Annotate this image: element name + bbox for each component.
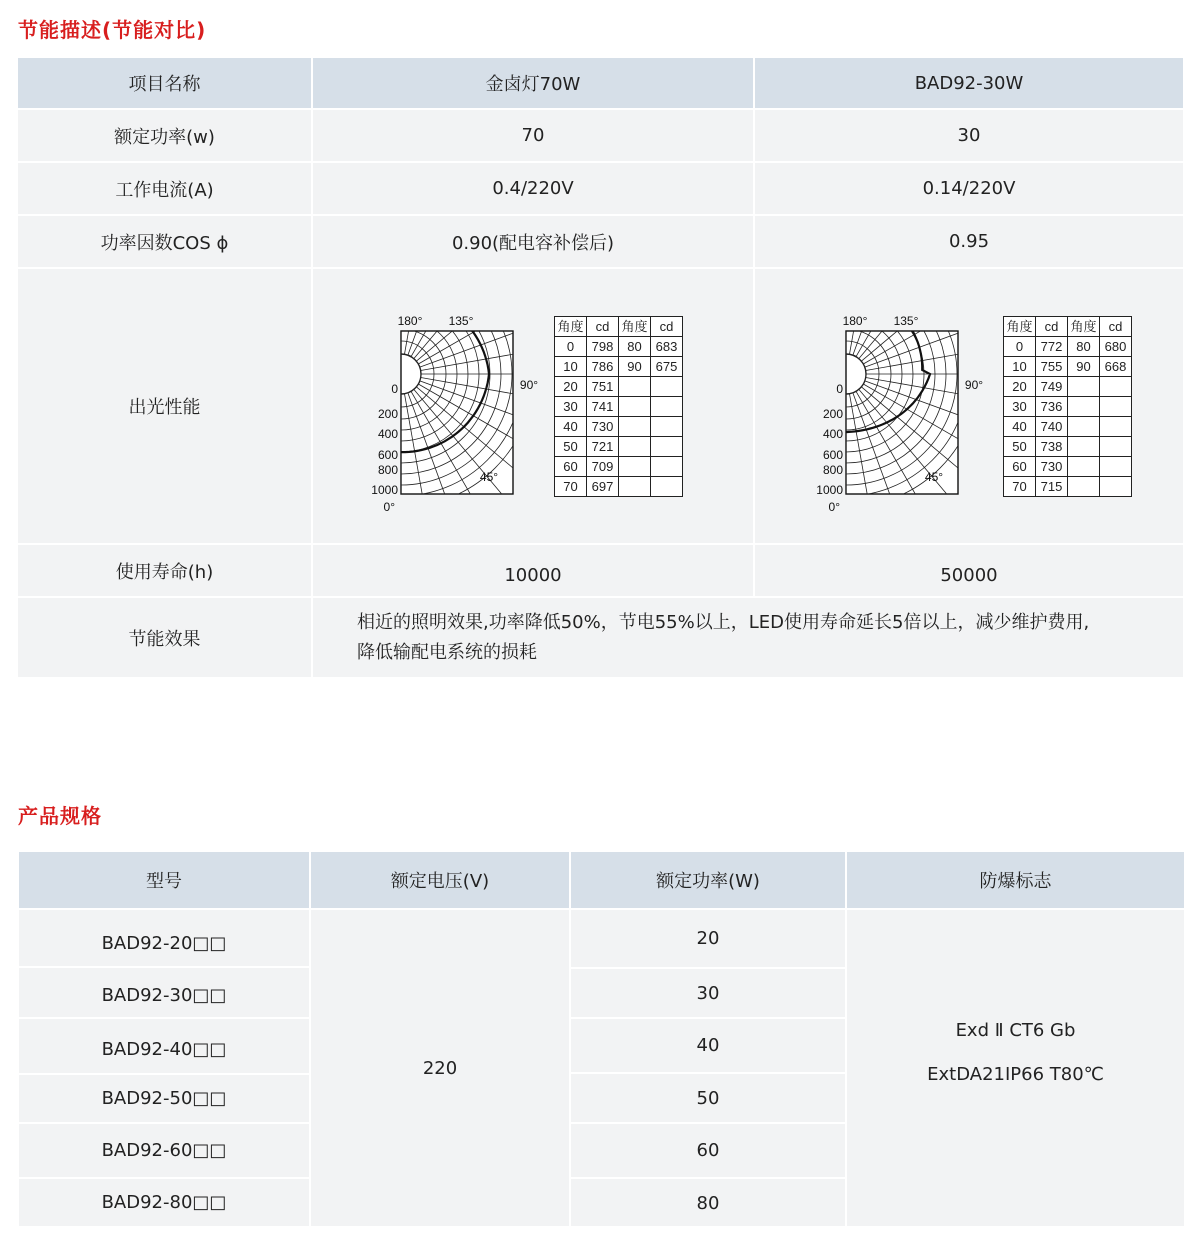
lum-table-a-cell — [619, 437, 651, 457]
lum-table-a-cell: 90 — [619, 357, 651, 377]
lum-table-a-cell: 786 — [587, 357, 619, 377]
lum-table-a-cell: 798 — [587, 337, 619, 357]
polar-label-135: 135° — [893, 314, 919, 328]
lum-table-a-cell — [651, 417, 683, 437]
lum-table-a-cell: 751 — [587, 377, 619, 397]
lum-table-a-cell — [651, 437, 683, 457]
polar-label-90: 90° — [964, 378, 984, 392]
lum-table-b-cell — [1100, 397, 1132, 417]
lum-table-b-cell — [1068, 377, 1100, 397]
lum-table-b-cell — [1100, 437, 1132, 457]
cell-current-a: 0.4/220V — [313, 163, 753, 214]
lum-table-a-cell: 30 — [555, 397, 587, 417]
model-cell: BAD92-30□□ — [19, 968, 309, 1017]
cell-pf-b: 0.95 — [755, 216, 1183, 267]
lum-table-b-cell — [1100, 377, 1132, 397]
row-label-effect: 节能效果 — [18, 598, 311, 677]
ex-mark-line-2: ExtDA21IP66 T80℃ — [927, 1064, 1104, 1085]
polar-label-0deg: 0° — [828, 500, 840, 514]
photometric-a — [367, 311, 747, 521]
lum-table-a-cell — [651, 397, 683, 417]
lum-table-a-row — [555, 477, 683, 497]
lum-table-b-row — [1004, 357, 1132, 377]
model-cell: BAD92-20□□ — [19, 910, 309, 966]
polar-label-r200: 200 — [822, 407, 843, 421]
lum-table-a-cell: cd — [587, 317, 619, 337]
lum-table-a-cell: 40 — [555, 417, 587, 437]
lum-table-a-row — [555, 357, 683, 377]
row-label-power: 额定功率(w) — [18, 110, 311, 161]
lum-table-b-cell: 10 — [1004, 357, 1036, 377]
lum-table-b-cell — [1100, 417, 1132, 437]
lum-table-a-row — [555, 457, 683, 477]
lum-table-b-cell: 20 — [1004, 377, 1036, 397]
polar-diagram-a — [367, 311, 542, 521]
lum-table-b-row — [1004, 437, 1132, 457]
lum-table-a-cell — [619, 457, 651, 477]
polar-label-r600: 600 — [822, 448, 843, 462]
lum-table-a-cell: 角度 — [555, 317, 587, 337]
ex-mark-cell — [847, 910, 1184, 1226]
lum-table-a-cell — [651, 477, 683, 497]
lum-table-b-row — [1004, 377, 1132, 397]
lum-table-b-row — [1004, 457, 1132, 477]
polar-label-r600: 600 — [377, 448, 398, 462]
lum-table-b-cell: 740 — [1036, 417, 1068, 437]
lum-table-b-cell: 736 — [1036, 397, 1068, 417]
header-bad92: BAD92-30W — [755, 58, 1183, 108]
lum-table-a-cell: 741 — [587, 397, 619, 417]
header-model: 型号 — [19, 852, 309, 908]
lum-table-b-cell: cd — [1036, 317, 1068, 337]
lum-table-a-cell: cd — [651, 317, 683, 337]
lum-table-b-cell: 772 — [1036, 337, 1068, 357]
lum-table-a-header-row — [555, 317, 683, 337]
lum-table-b-cell — [1068, 397, 1100, 417]
power-cell: 20 — [571, 910, 845, 967]
lum-table-b-cell: 715 — [1036, 477, 1068, 497]
lum-table-b-cell — [1100, 477, 1132, 497]
lum-table-a-row — [555, 417, 683, 437]
polar-diagram-b — [812, 311, 987, 521]
polar-label-r1000: 1000 — [816, 483, 843, 497]
power-cell: 60 — [571, 1124, 845, 1177]
lum-table-b-cell: 680 — [1100, 337, 1132, 357]
lum-table-b-cell — [1068, 417, 1100, 437]
lum-table-a-cell — [619, 417, 651, 437]
lum-table-b-cell: 70 — [1004, 477, 1036, 497]
ex-mark-line-1: Exd Ⅱ CT6 Gb — [955, 1020, 1076, 1041]
lum-table-a-cell: 683 — [651, 337, 683, 357]
cell-power-b: 30 — [755, 110, 1183, 161]
lum-table-a-row — [555, 337, 683, 357]
lum-table-a-cell: 721 — [587, 437, 619, 457]
photometric-b — [812, 311, 1192, 521]
lum-table-a-cell: 675 — [651, 357, 683, 377]
lum-table-a-cell — [619, 477, 651, 497]
model-cell: BAD92-50□□ — [19, 1075, 309, 1122]
power-cell: 40 — [571, 1019, 845, 1072]
polar-label-r400: 400 — [377, 427, 398, 441]
lum-table-a-cell: 70 — [555, 477, 587, 497]
cell-light-b — [755, 269, 1183, 543]
header-power: 额定功率(W) — [571, 852, 845, 908]
cell-light-a — [313, 269, 753, 543]
lum-table-b-cell — [1068, 477, 1100, 497]
lum-table-b-row — [1004, 397, 1132, 417]
polar-label-45: 45° — [924, 470, 944, 484]
lum-table-a-cell: 角度 — [619, 317, 651, 337]
lum-table-b-cell: 60 — [1004, 457, 1036, 477]
header-voltage: 额定电压(V) — [311, 852, 569, 908]
lum-table-a-cell: 80 — [619, 337, 651, 357]
lum-table-b-cell: cd — [1100, 317, 1132, 337]
lum-table-b-cell: 角度 — [1004, 317, 1036, 337]
cell-life-b: 50000 — [755, 545, 1183, 596]
lum-table-b-cell: 749 — [1036, 377, 1068, 397]
lum-table-a-row — [555, 377, 683, 397]
lum-table-b-cell — [1100, 457, 1132, 477]
lum-table-b-cell — [1068, 457, 1100, 477]
lum-table-a-cell: 60 — [555, 457, 587, 477]
power-cell: 50 — [571, 1074, 845, 1122]
power-cell: 30 — [571, 969, 845, 1017]
row-label-current: 工作电流(A) — [18, 163, 311, 214]
lum-table-a-cell: 0 — [555, 337, 587, 357]
lum-table-a-cell: 730 — [587, 417, 619, 437]
polar-label-r1000: 1000 — [371, 483, 398, 497]
lum-table-b-cell: 50 — [1004, 437, 1036, 457]
lum-table-a-cell — [651, 377, 683, 397]
section-title-spec: 产品规格 — [18, 804, 102, 828]
polar-label-180: 180° — [397, 314, 423, 328]
cell-current-b: 0.14/220V — [755, 163, 1183, 214]
effect-line-2: 降低输配电系统的损耗 — [357, 641, 537, 663]
lum-table-a-cell — [619, 377, 651, 397]
lum-table-b-header-row — [1004, 317, 1132, 337]
lum-table-b-cell: 40 — [1004, 417, 1036, 437]
row-label-pf: 功率因数COS ϕ — [18, 216, 311, 267]
luminous-table-b — [1003, 316, 1132, 497]
lum-table-a-row — [555, 397, 683, 417]
lum-table-b-cell: 0 — [1004, 337, 1036, 357]
polar-label-r800: 800 — [377, 463, 398, 477]
lum-table-b-cell: 730 — [1036, 457, 1068, 477]
luminous-table-a — [554, 316, 683, 497]
lum-table-b-cell: 30 — [1004, 397, 1036, 417]
model-cell: BAD92-40□□ — [19, 1019, 309, 1073]
polar-label-90: 90° — [519, 378, 539, 392]
lum-table-b-cell: 738 — [1036, 437, 1068, 457]
power-cell: 80 — [571, 1179, 845, 1226]
effect-line-1: 相近的照明效果,功率降低50%，节电55%以上，LED使用寿命延长5倍以上，减少维护费用, — [357, 611, 1090, 633]
polar-label-r800: 800 — [822, 463, 843, 477]
row-label-life: 使用寿命(h) — [18, 545, 311, 596]
polar-label-r200: 200 — [377, 407, 398, 421]
lum-table-b-cell: 90 — [1068, 357, 1100, 377]
header-metal-halide: 金卤灯70W — [313, 58, 753, 108]
cell-life-a: 10000 — [313, 545, 753, 596]
model-cell: BAD92-60□□ — [19, 1124, 309, 1177]
polar-label-0deg: 0° — [383, 500, 395, 514]
lum-table-b-cell: 角度 — [1068, 317, 1100, 337]
header-item-name: 项目名称 — [18, 58, 311, 108]
polar-label-r0: 0 — [391, 382, 398, 396]
lum-table-a-row — [555, 437, 683, 457]
lum-table-a-cell: 20 — [555, 377, 587, 397]
cell-pf-a: 0.90(配电容补偿后) — [313, 216, 753, 267]
section-title-energy: 节能描述(节能对比) — [18, 18, 207, 42]
cell-power-a: 70 — [313, 110, 753, 161]
cell-effect — [313, 598, 1183, 677]
lum-table-b-cell: 755 — [1036, 357, 1068, 377]
model-cell: BAD92-80□□ — [19, 1179, 309, 1226]
polar-label-180: 180° — [842, 314, 868, 328]
lum-table-a-cell: 50 — [555, 437, 587, 457]
header-ex-mark: 防爆标志 — [847, 852, 1184, 908]
lum-table-a-cell — [619, 397, 651, 417]
lum-table-b-cell — [1068, 437, 1100, 457]
voltage-cell: 220 — [311, 910, 569, 1226]
lum-table-b-row — [1004, 417, 1132, 437]
polar-label-45: 45° — [479, 470, 499, 484]
polar-label-r0: 0 — [836, 382, 843, 396]
row-label-light: 出光性能 — [18, 269, 311, 543]
lum-table-a-cell: 10 — [555, 357, 587, 377]
lum-table-b-row — [1004, 337, 1132, 357]
lum-table-a-cell: 709 — [587, 457, 619, 477]
lum-table-a-cell — [651, 457, 683, 477]
lum-table-b-cell: 80 — [1068, 337, 1100, 357]
polar-label-135: 135° — [448, 314, 474, 328]
lum-table-a-cell: 697 — [587, 477, 619, 497]
lum-table-b-row — [1004, 477, 1132, 497]
lum-table-b-cell: 668 — [1100, 357, 1132, 377]
polar-label-r400: 400 — [822, 427, 843, 441]
